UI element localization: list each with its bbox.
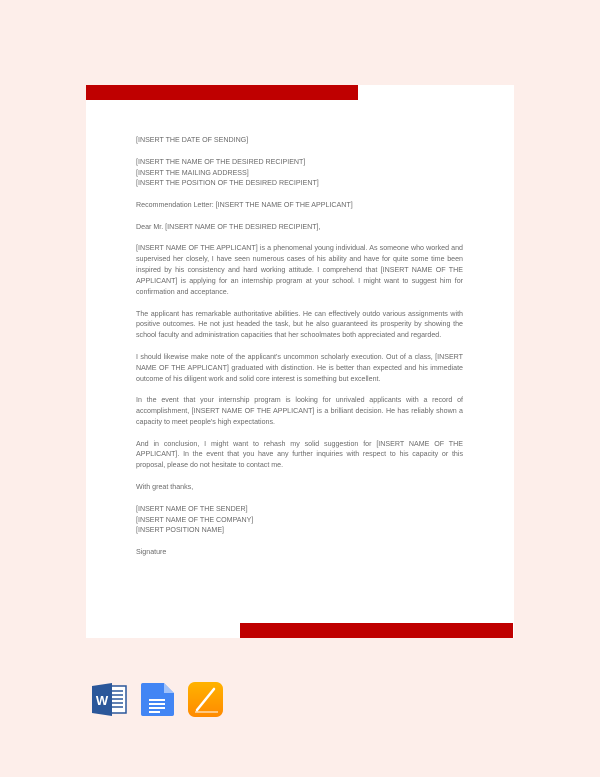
closing: With great thanks, [136,483,194,491]
salutation: Dear Mr. [INSERT NAME OF THE DESIRED RECIPIENT], [136,222,321,231]
top-accent-bar [86,85,358,100]
letter-page [86,85,514,638]
recipient-position: [INSERT THE POSITION OF THE DESIRED RECIPIENT] [136,179,319,188]
signature: Signature [136,548,167,557]
paragraph: And in conclusion, I might want to rehash my solid suggestion for [INSERT NAME OF THE APPLICANT]. In the event that you have any further inquiries with respect to his capacity or this proposal, please do not hesitate to contact me. [136,439,463,470]
subject-line: Recommendation Letter: [INSERT THE NAME OF THE APPLICANT] [136,201,353,210]
apple-pages-icon[interactable] [188,682,223,717]
bottom-accent-bar [240,623,513,638]
sender-position: [INSERT POSITION NAME] [136,526,225,535]
paragraph: The applicant has remarkable authoritative abilities. He can effectively outdo various assignments with positive outcomes. He not just headed the task, but he also guaranteed its prosperity by showing the school faculty and administration capacities that her schoolmates both appreciated and regarded. [136,309,463,340]
paragraph: I should likewise make note of the applicant's uncommon scholarly execution. Out of a class, [INSERT NAME OF THE APPLICANT] graduated with distinction. He is better than expected and his immediate outcome of his diligent work and solid core interest is something but excellent. [136,352,463,383]
recipient-name: [INSERT THE NAME OF THE DESIRED RECIPIENT] [136,157,306,166]
ms-word-icon[interactable] [92,682,127,717]
sender-company: [INSERT NAME OF THE COMPANY] [136,515,254,524]
paragraph: In the event that your internship program is looking for unrivaled applicants with a record of accomplishment, [INSERT NAME OF THE APPLICANT] is a brilliant decision. He has reliably shown a capacity to meet people's high expectations. [136,396,463,426]
word-letter: W [95,693,109,708]
date-line: [INSERT THE DATE OF SENDING] [136,136,249,144]
google-docs-icon[interactable] [140,682,175,717]
sender-name: [INSERT NAME OF THE SENDER] [136,504,248,513]
letter-body [136,135,463,569]
format-icons [92,682,223,717]
sender-block [136,504,463,537]
recipient-address: [INSERT THE MAILING ADDRESS] [136,168,249,177]
recipient-block [136,157,463,190]
paragraph: [INSERT NAME OF THE APPLICANT] is a phenomenal young individual. As someone who worked and supervised her closely, I have seen numerous cases of his ability and have for quite some time been inspired by his consistency and hard working attitude. I comprehend that [INSERT NAME OF THE APPLICANT] is applying for an internship program at your school. I might want to suggest him for confirmation and acceptance. [136,244,463,296]
